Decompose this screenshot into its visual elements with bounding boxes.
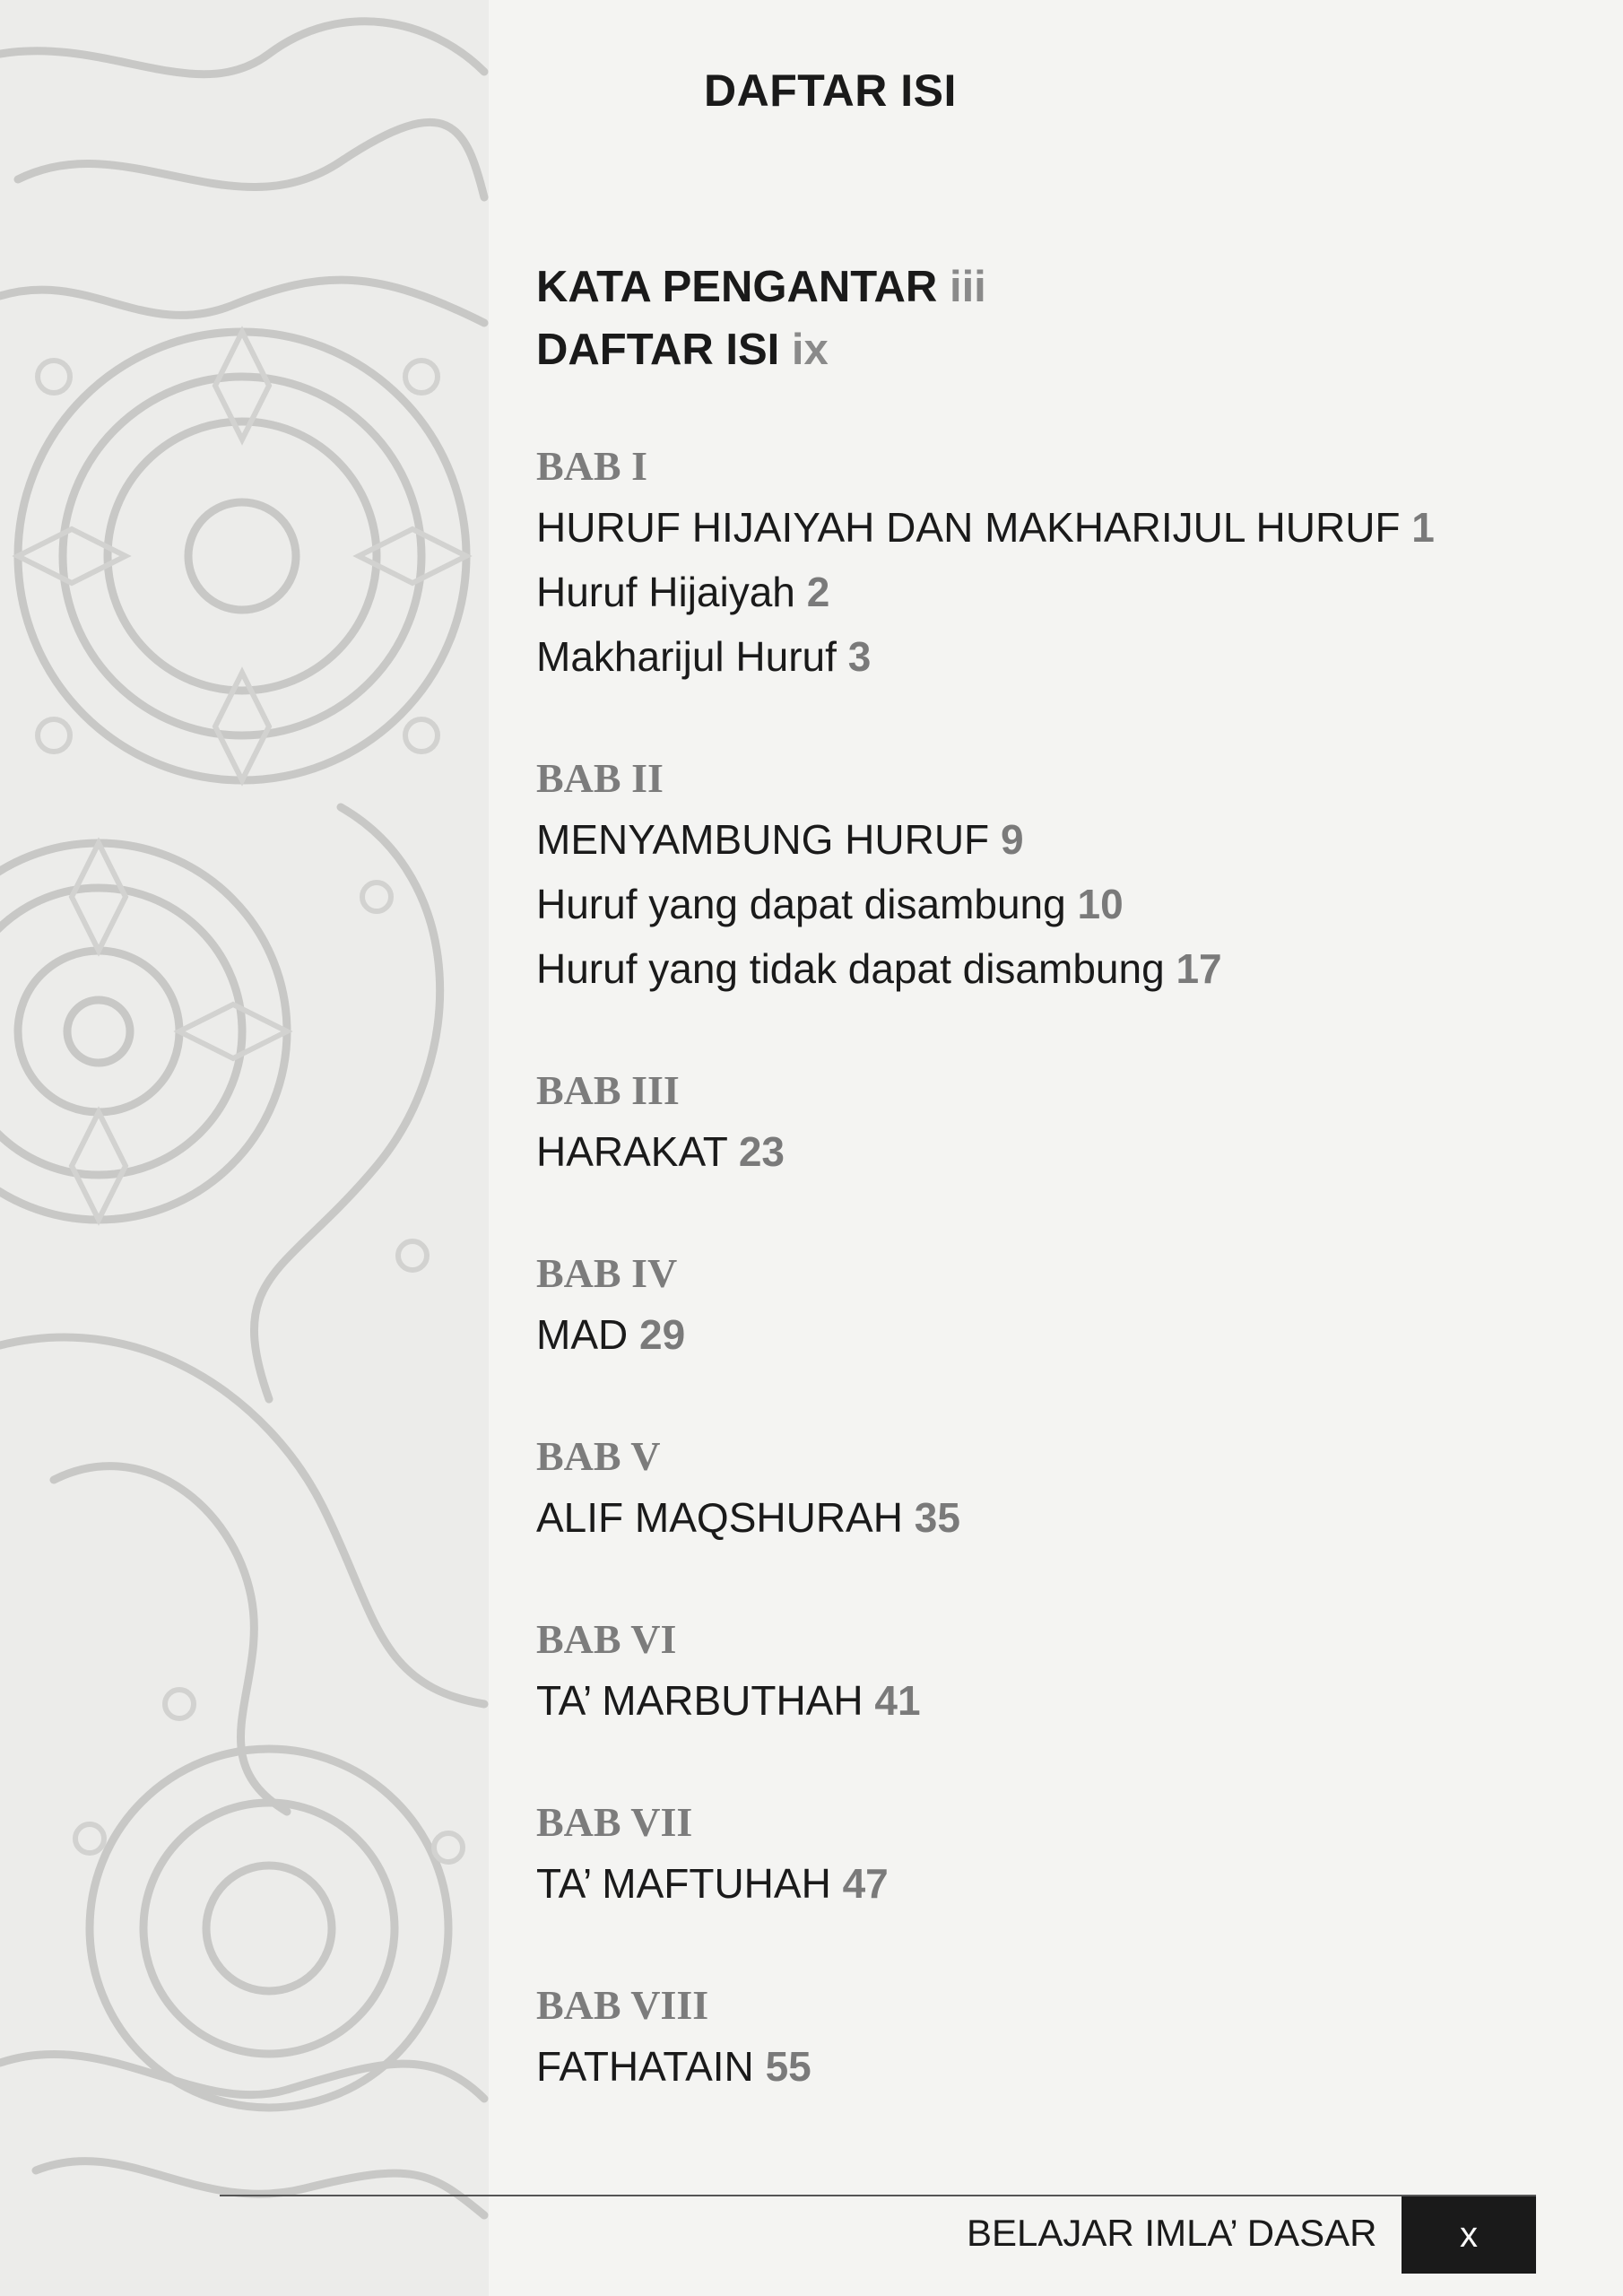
toc-entry-label: MENYAMBUNG HURUF bbox=[536, 816, 990, 863]
toc-item-page: iii bbox=[949, 263, 986, 311]
toc-entry bbox=[536, 1302, 1435, 1367]
toc-entry-label: Huruf Hijaiyah bbox=[536, 569, 795, 615]
toc-entry-page: 1 bbox=[1411, 504, 1435, 551]
footer-book-title: BELAJAR IMLA’ DASAR bbox=[967, 2212, 1377, 2254]
toc-entry-label: TA’ MARBUTHAH bbox=[536, 1677, 864, 1724]
toc-entry-page: 55 bbox=[765, 2043, 812, 2090]
toc-entry bbox=[536, 1851, 1435, 1916]
chapter-heading: BAB VII bbox=[536, 1799, 693, 1845]
toc-entry bbox=[536, 1668, 1435, 1733]
chapter-section bbox=[536, 1062, 1435, 1184]
chapter-heading: BAB VI bbox=[536, 1616, 677, 1662]
toc-entry-label: MAD bbox=[536, 1311, 629, 1358]
toc-entry-page: 41 bbox=[874, 1677, 921, 1724]
toc-front-item bbox=[536, 256, 986, 318]
toc-entry-label: Huruf yang tidak dapat disambung bbox=[536, 945, 1165, 992]
toc-entry-page: 35 bbox=[914, 1494, 960, 1541]
toc-entry-label: HARAKAT bbox=[536, 1128, 728, 1175]
toc-entry bbox=[536, 1485, 1435, 1550]
page-title: DAFTAR ISI bbox=[704, 65, 957, 116]
toc-entry-label: ALIF MAQSHURAH bbox=[536, 1494, 903, 1541]
front-matter-list bbox=[536, 256, 986, 381]
toc-entry-page: 2 bbox=[806, 569, 830, 615]
toc-entry-page: 47 bbox=[842, 1860, 889, 1907]
toc-entry-page: 23 bbox=[738, 1128, 785, 1175]
chapter-section bbox=[536, 438, 1435, 689]
chapter-heading: BAB I bbox=[536, 443, 647, 489]
toc-entry-label: HURUF HIJAIYAH DAN MAKHARIJUL HURUF bbox=[536, 504, 1401, 551]
toc-item-label: DAFTAR ISI bbox=[536, 326, 780, 374]
chapter-heading: BAB VIII bbox=[536, 1982, 709, 2028]
toc-entry-label: Huruf yang dapat disambung bbox=[536, 881, 1066, 927]
toc-entry-page: 17 bbox=[1176, 945, 1222, 992]
toc-entry bbox=[536, 495, 1435, 560]
toc-entry bbox=[536, 807, 1435, 872]
chapter-heading: BAB II bbox=[536, 755, 664, 801]
batik-pattern-illustration bbox=[0, 0, 489, 2296]
toc-entry-label: TA’ MAFTUHAH bbox=[536, 1860, 831, 1907]
chapter-section bbox=[536, 1245, 1435, 1367]
decorative-ornament bbox=[0, 0, 489, 2296]
chapter-list bbox=[536, 438, 1435, 2160]
footer-rule bbox=[220, 2195, 1536, 2196]
toc-item-page: ix bbox=[791, 326, 829, 374]
chapter-section bbox=[536, 1977, 1435, 2099]
footer-page-number: x bbox=[1402, 2196, 1536, 2274]
toc-entry-label: FATHATAIN bbox=[536, 2043, 754, 2090]
chapter-section bbox=[536, 1428, 1435, 1550]
toc-entry-page: 9 bbox=[1000, 816, 1024, 863]
toc-entry-page: 10 bbox=[1077, 881, 1124, 927]
toc-front-item bbox=[536, 318, 986, 381]
toc-entry-page: 3 bbox=[847, 633, 872, 680]
chapter-section bbox=[536, 750, 1435, 1001]
toc-entry-label: Makharijul Huruf bbox=[536, 633, 837, 680]
toc-entry bbox=[536, 624, 1435, 689]
toc-entry-page: 29 bbox=[639, 1311, 686, 1358]
toc-entry bbox=[536, 936, 1435, 1001]
toc-entry bbox=[536, 2034, 1435, 2099]
chapter-section bbox=[536, 1794, 1435, 1916]
chapter-heading: BAB V bbox=[536, 1433, 661, 1479]
toc-entry bbox=[536, 1119, 1435, 1184]
chapter-heading: BAB III bbox=[536, 1067, 680, 1113]
toc-entry bbox=[536, 560, 1435, 624]
chapter-heading: BAB IV bbox=[536, 1250, 678, 1296]
toc-item-label: KATA PENGANTAR bbox=[536, 263, 938, 311]
toc-entry bbox=[536, 872, 1435, 936]
chapter-section bbox=[536, 1611, 1435, 1733]
